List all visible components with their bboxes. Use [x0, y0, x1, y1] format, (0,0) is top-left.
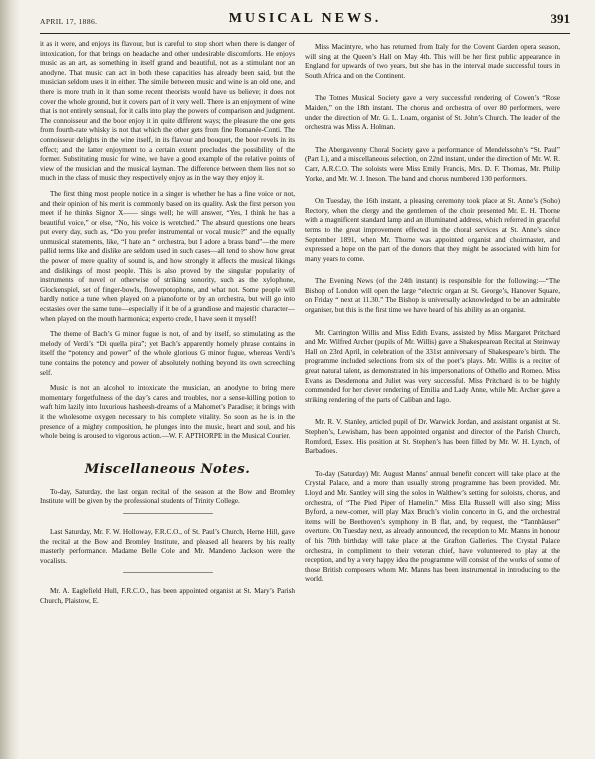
news-item: Mr. A. Eaglefield Hull, F.R.C.O., has been appointed organist at St. Mary’s Parish Church, Plaistow, E.: [40, 587, 295, 605]
article-paragraph: The theme of Bach’s G minor fugue is not, of and by itself, so stimulating as the melody of Verdi’s “Di quella pira”; yet Bach’s apparently homely phrase contains in itself the “potency and power” of the whole glorious G minor fugue, whereas Verdi’s tune contains the potency and power of absolutely nothing beyond its own screeching self.: [40, 330, 295, 377]
news-item: To-day, Saturday, the last organ recital of the season at the Bow and Bromley Institute will be given by the professional students of Trinity College.: [40, 487, 295, 506]
news-item: Mr. R. V. Stanley, articled pupil of Dr. Warwick Jordan, and assistant organist at St. Stephen’s, Lewisham, has been appointed organist and director of the Parish Church, Romford, Essex. His position at St. Stephen’s has been filled by Mr. W. H. Lynch, of Barbadoes.: [305, 418, 560, 456]
issue-date: APRIL 17, 1886.: [40, 17, 98, 26]
article-paragraph: The first thing most people notice in a singer is whether he has a fine voice or not, and their opinion of his merit is commonly based on its quality. Ask the first person you meet if he thinks Signor X—— sings well; he will answer, “Yes, I think he has a beautiful voice,” or else, “No, his voice is wretched.” The absurd questions one hears put every day, such as, “Do you prefer instrumental or vocal music?” and the equally unmusical statements, like, “I hate an “ orchestra, but I adore a brass band”—the mere pallid terms like and dislike are seldom used in such cases—all tend to show how great the power of mere quality of sound is, and how strongly it affects the musical likings and dislikings of most people. This is also proved by the singular popularity of instruments of novel or otherwise of striking sonority, such as the xylophone, Glockenspiel, set of finger-bowls, flowerpotophone, and what not. Some people will hardly notice a tune when played on a pianoforte or by an orchestra, but will go into ecstasies over the same tune—especially if it be of a grandiose and majestic character—when played on the mouth harmonica; experto crede, I have seen it myself!: [40, 189, 295, 323]
masthead-title: MUSICAL NEWS.: [228, 11, 382, 26]
news-item: The Abergavenny Choral Society gave a performance of Mendelssohn’s “St. Paul” (Part I.), and a miscellaneous selection, on 22nd instant, under the direction of Mr. W. R. Carr, A.R.C.O. The soloists were Miss Emily Francis, Mrs. D. F. Thomas, Mr. Philip Yorke, and Mr. W. J. Ineson. The band and chorus numbered 130 performers.: [305, 145, 560, 183]
article-paragraph: it as it were, and enjoys its flavour, but is careful to stop short when there is danger of intoxication, for that brings on headache and other undesirable discomforts. He enjoys music as an art, as something in itself grand and beautiful, not as a stimulant nor an anodyne. That music can act in both these capacities has already been said, but the musician seldom uses it in either. The simile between music and wine is an old one, and there is more truth in it than some recent theorists would have us believe; it does not cover the whole ground, but it covers part of it very well. There is an enjoyment of wine that is not entirely sensual, for it calls into play the powers of comparison and judgment. The connoisseur and the boor enjoy it in quite different ways; the pleasure the one gets from fourth-rate whisky is not that which the other gets from fine Romanée-Conti. The connoisseur delights in the wine itself, in its flavour and bouquet, the boor revels in its effect; and the latter enjoyment to a certain extent precludes the possibility of the former. Substituting music for wine, we have a good example of the relative points of view of the musician and the musical layman. The difference between them lies not so much in the class of music they respectively enjoy as in the way they enjoy it.: [40, 40, 295, 183]
news-item: The Totnes Musical Society gave a very successful rendering of Cowen’s “Rose Maiden,” on the 18th instant. The chorus and orchestra of over 80 performers, were under the direction of Mr. G. L. Loam, organist of St. John’s Church. The leader of the orchestra was Miss A. Holman.: [305, 94, 560, 132]
section-heading: Miscellaneous Notes.: [84, 461, 251, 477]
left-column: [40, 40, 295, 613]
right-column: [305, 43, 560, 598]
page-number: 391: [550, 11, 570, 26]
binding-gutter: [0, 0, 20, 759]
divider: [123, 513, 213, 520]
page-header: [40, 11, 570, 34]
news-item: Last Saturday, Mr. F. W. Holloway, F.R.C.O., of St. Paul’s Church, Herne Hill, gave the recital at the Bow and Bromley Institute, and pleased all hearers by his really masterly performance. Madame Belle Cole and Mr. Mandeno Jackson were the vocalists.: [40, 527, 295, 565]
news-item: On Tuesday, the 16th instant, a pleasing ceremony took place at St. Anne’s (Soho) Rectory, when the clergy and the gentlemen of the choir presented Mr. E. H. Thorne with a magnificent standard lamp and an illuminated address, which referred in graceful terms to the great improvement effected in the choral services at St. Anne’s since September 1891, when Mr. Thorne was appointed organist and choirmaster, and expressed a hope on the part of the donors that they might be associated with him for many years to come.: [305, 197, 560, 263]
news-item: To-day (Saturday) Mr. August Manns’ annual benefit concert will take place at the Crystal Palace, and a more than usually strong programme has been provided. Mr. Lloyd and Mr. Santley will sing the solos in Walthew’s setting for soloists, chorus, and orchestra, of “The Pied Piper of Hamelin.” Miss Ella Russell will also sing; Miss Byford, a new-comer, will play Max Bruch’s violin concerto in G, and the orchestral items will be Beethoven’s symphony in B flat, and, by request, the “Tannhäuser” overture. On Tuesday next, as already announced, the reception to Mr. Manns in honour of his 70th birthday will take place at the Grafton Galleries. The Crystal Palace orchestra, in compliment to their veteran chief, have volunteered to play at the reception, and by a very happy idea the programme will consist of the works of some of those British composers whom Mr. Manns has been instrumental in introducing to the world.: [305, 469, 560, 584]
news-item: Mr. Carrington Willis and Miss Edith Evans, assisted by Miss Margaret Pritchard and Mr. Wilfred Archer (pupils of Mr. Willis) gave a Shakespearean Recital at Steinway Hall on 23rd April, in celebration of the 331st anniversary of Shakespeare’s birth. The programme included selections from six of the poet’s plays. Mr. Willis is a reciter of great natural talent, as demonstrated in his impersonations of Othello and Romeo. Miss Evans as Desdemona and Juliet was very successful. Miss Pritchard is to be highly commended for her clever rendering of Emilia and Lady Anne, while Mr. Archer gave a striking rendering of the parts of Caliban and Iago.: [305, 328, 560, 404]
divider: [123, 572, 213, 579]
news-item: The Evening News (of the 24th instant) is responsible for the following:—“The Bishop of London will open the large “electric organ at St. George’s, Hanover Square, on Friday “ next at 11.30.” The Bishop is universally acknowledged to be an admirable organiser, but this is the first time we have heard of his ability as an organist.: [305, 277, 560, 315]
article-paragraph: Music is not an alcohol to intoxicate the musician, an anodyne to bring mere momentary forgetfulness of the day’s cares and troubles, nor a sense-killing potion to waft him lazily into luxurious hasheesh-dreams of a Mahomet’s Paradise; it brings with it the wholesome oxygen necessary to his complete vitality. So soon as he is in the presence of a mighty composition, he plunges into the music, heart and soul, and his whole being is aroused to vigorous action.—W. F. APTHORPE in the Musical Courier.: [40, 384, 295, 441]
news-item: Miss Macintyre, who has returned from Italy for the Covent Garden opera season, will sing at the Queen’s Hall on May 4th. This will be her first public appearance in England for upwards of two years, but she has in the interval made successful tours in South Africa and on the Continent.: [305, 43, 560, 80]
